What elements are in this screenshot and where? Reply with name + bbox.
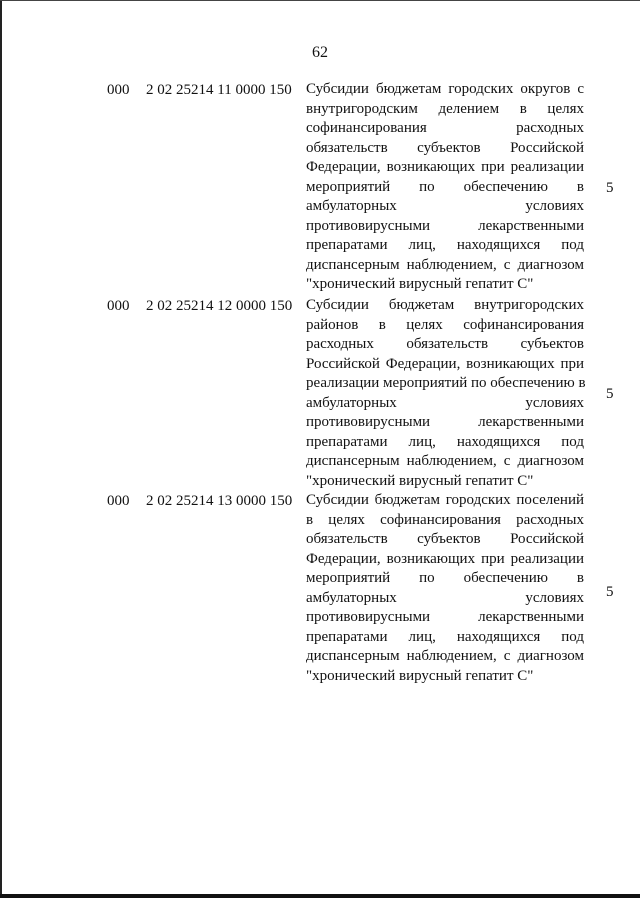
description-line: обязательств субъектов Российской xyxy=(306,139,584,156)
description-line: "хронический вирусный гепатит С" xyxy=(306,472,534,489)
description-line: реализации мероприятий по обеспечению в xyxy=(306,375,586,391)
description-line: районов в целях софинансирования xyxy=(306,316,584,333)
scan-edge-left xyxy=(0,0,2,898)
income-description xyxy=(306,491,584,686)
standard-value: 5 xyxy=(606,386,614,402)
standard-value: 5 xyxy=(606,584,614,600)
description-line: Субсидии бюджетам городских округов с xyxy=(306,81,584,97)
description-line: в целях софинансирования расходных xyxy=(306,511,584,528)
scan-edge-top xyxy=(0,0,640,1)
description-line: диспансерным наблюдением, с диагнозом xyxy=(306,648,584,664)
description-line: амбулаторных условиях xyxy=(306,198,584,214)
description-line: расходных обязательств субъектов xyxy=(306,336,584,352)
description-line: противовирусными лекарственными xyxy=(306,217,584,234)
description-line: препаратами лиц, находящихся под xyxy=(306,433,584,450)
description-line: "хронический вирусный гепатит С" xyxy=(306,276,534,292)
budget-classification-code: 2 02 25214 12 0000 150 xyxy=(146,298,293,314)
scan-edge-bottom xyxy=(0,894,640,898)
description-line: амбулаторных условиях xyxy=(306,394,584,411)
page-number: 62 xyxy=(312,44,328,61)
description-line: "хронический вирусный гепатит С" xyxy=(306,667,534,684)
description-line: мероприятий по обеспечению в xyxy=(306,178,584,195)
description-line: препаратами лиц, находящихся под xyxy=(306,237,584,253)
description-line: Российской Федерации, возникающих при xyxy=(306,355,584,372)
description-line: диспансерным наблюдением, с диагнозом xyxy=(306,453,584,469)
description-line: мероприятий по обеспечению в xyxy=(306,570,584,586)
description-line: Субсидии бюджетам городских поселений xyxy=(306,492,584,508)
description-line: Федерации, возникающих при реализации xyxy=(306,550,584,567)
budget-classification-code: 2 02 25214 11 0000 150 xyxy=(146,82,292,98)
income-description xyxy=(306,80,584,295)
income-description xyxy=(306,296,584,491)
description-line: противовирусными лекарственными xyxy=(306,414,584,430)
description-line: амбулаторных условиях xyxy=(306,589,584,606)
description-line: диспансерным наблюдением, с диагнозом xyxy=(306,256,584,273)
description-line: софинансирования расходных xyxy=(306,120,584,136)
description-line: противовирусными лекарственными xyxy=(306,609,584,625)
description-line: внутригородским делением в целях xyxy=(306,100,584,117)
description-line: обязательств субъектов Российской xyxy=(306,531,584,547)
standard-value: 5 xyxy=(606,180,614,196)
admin-code: 000 xyxy=(107,82,130,98)
budget-classification-code: 2 02 25214 13 0000 150 xyxy=(146,493,293,509)
admin-code: 000 xyxy=(107,298,130,314)
description-line: препаратами лиц, находящихся под xyxy=(306,628,584,645)
description-line: Федерации, возникающих при реализации xyxy=(306,159,584,175)
description-line: Субсидии бюджетам внутригородских xyxy=(306,297,584,313)
admin-code: 000 xyxy=(107,493,130,509)
